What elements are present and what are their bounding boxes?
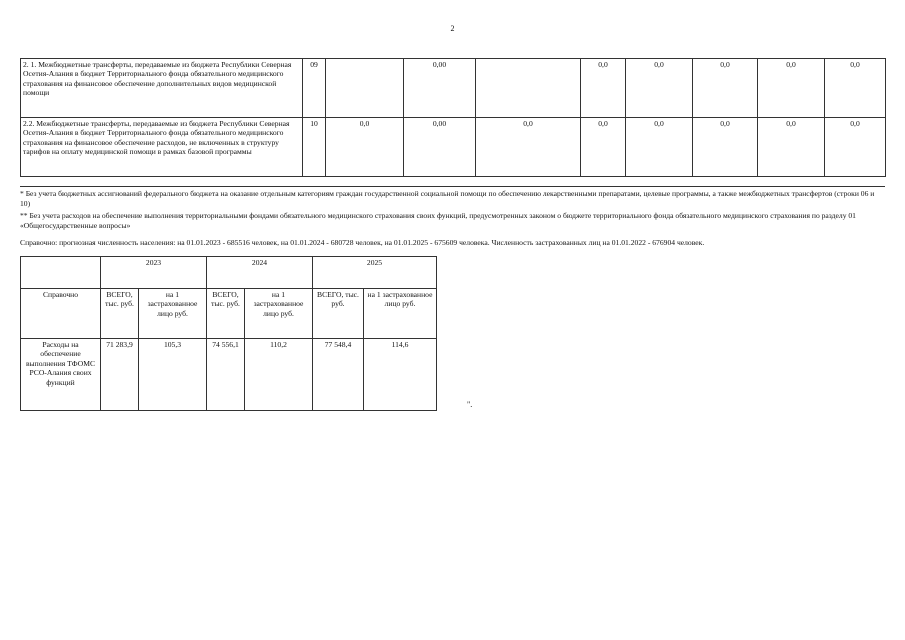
table-row	[21, 118, 886, 177]
footnote-divider	[20, 186, 885, 187]
row-label: Расходы на обеспечение выполнения ТФОМС РСО-Алания своих функций	[21, 339, 101, 411]
empty-header-cell	[21, 257, 101, 289]
row-code: 09	[303, 59, 326, 118]
table-cell: 114,6	[364, 339, 437, 411]
col-total-header: ВСЕГО, тыс. руб.	[207, 289, 245, 339]
col-per-person-header: на 1 застрахованное лицо руб.	[139, 289, 207, 339]
row-label: 2. 1. Межбюджетные трансферты, передаваемые из бюджета Республики Северная Осетия-Алания в бюджет Территориального фонда обязательного медицинского страхования на финансовое обеспечение дополнительных видов медицинской помощи	[21, 59, 303, 118]
col-per-person-header: на 1 застрахованное лицо руб.	[245, 289, 313, 339]
table-cell: 0,00	[404, 118, 476, 177]
closing-quote: ".	[467, 400, 473, 409]
table-cell: 0,0	[626, 59, 693, 118]
footnote-1: * Без учета бюджетных ассигнований федерального бюджета на оказание отдельным категориям граждан государственной социальной помощи по обеспечению лекарственными препаратами, целевые программы, а также межбюджетных трансфертов (строки 06 и 10)	[20, 189, 875, 208]
footnote-2: ** Без учета расходов на обеспечение выполнения территориальными фондами обязательного медицинского страхования своих функций, предусмотренных законом о бюджете территориального фонда обязательного медицинского страхования по разделу 01 «Общегосударственные вопросы»	[20, 211, 856, 230]
page-number: 2	[450, 24, 455, 33]
col-total-header: ВСЕГО, тыс. руб.	[313, 289, 364, 339]
row-label: 2.2. Межбюджетные трансферты, передаваемые из бюджета Республики Северная Осетия-Алания в бюджет Территориального фонда обязательного медицинского страхования на финансовое обеспечение расходов, не включенных в структуру тарифов на оплату медицинской помощи в рамках базовой программы	[21, 118, 303, 177]
table-cell: 71 283,9	[101, 339, 139, 411]
table-row	[21, 59, 886, 118]
table-cell: 0,0	[758, 59, 825, 118]
table-cell: 0,0	[581, 59, 626, 118]
table-cell: 0,0	[825, 118, 886, 177]
table-cell: 0,0	[825, 59, 886, 118]
year-header: 2023	[101, 257, 207, 289]
table-cell: 0,0	[326, 118, 404, 177]
reference-table	[20, 256, 437, 411]
row-code: 10	[303, 118, 326, 177]
ref-label: Справочно	[21, 289, 101, 339]
table-cell: 110,2	[245, 339, 313, 411]
table-cell: 0,0	[626, 118, 693, 177]
table-cell: 77 548,4	[313, 339, 364, 411]
table-cell	[476, 59, 581, 118]
table-cell: 0,0	[476, 118, 581, 177]
budget-table	[20, 58, 886, 177]
table-cell: 0,0	[581, 118, 626, 177]
col-per-person-header: на 1 застрахованное лицо руб.	[364, 289, 437, 339]
year-header: 2025	[313, 257, 437, 289]
col-total-header: ВСЕГО, тыс. руб.	[101, 289, 139, 339]
table-cell: 74 556,1	[207, 339, 245, 411]
table-row	[21, 339, 437, 411]
population-note: Справочно: прогнозная численность населения: на 01.01.2023 - 685516 человек, на 01.01.2024 - 680728 человек, на 01.01.2025 - 675609 человека. Численность застрахованных лиц на 01.01.2022 - 676904 человек.	[20, 238, 705, 247]
table-cell: 0,0	[758, 118, 825, 177]
table-cell: 105,3	[139, 339, 207, 411]
table-cell: 0,0	[693, 118, 758, 177]
table-cell	[326, 59, 404, 118]
table-cell: 0,00	[404, 59, 476, 118]
table-row	[21, 289, 437, 339]
table-row	[21, 257, 437, 289]
year-header: 2024	[207, 257, 313, 289]
table-cell: 0,0	[693, 59, 758, 118]
